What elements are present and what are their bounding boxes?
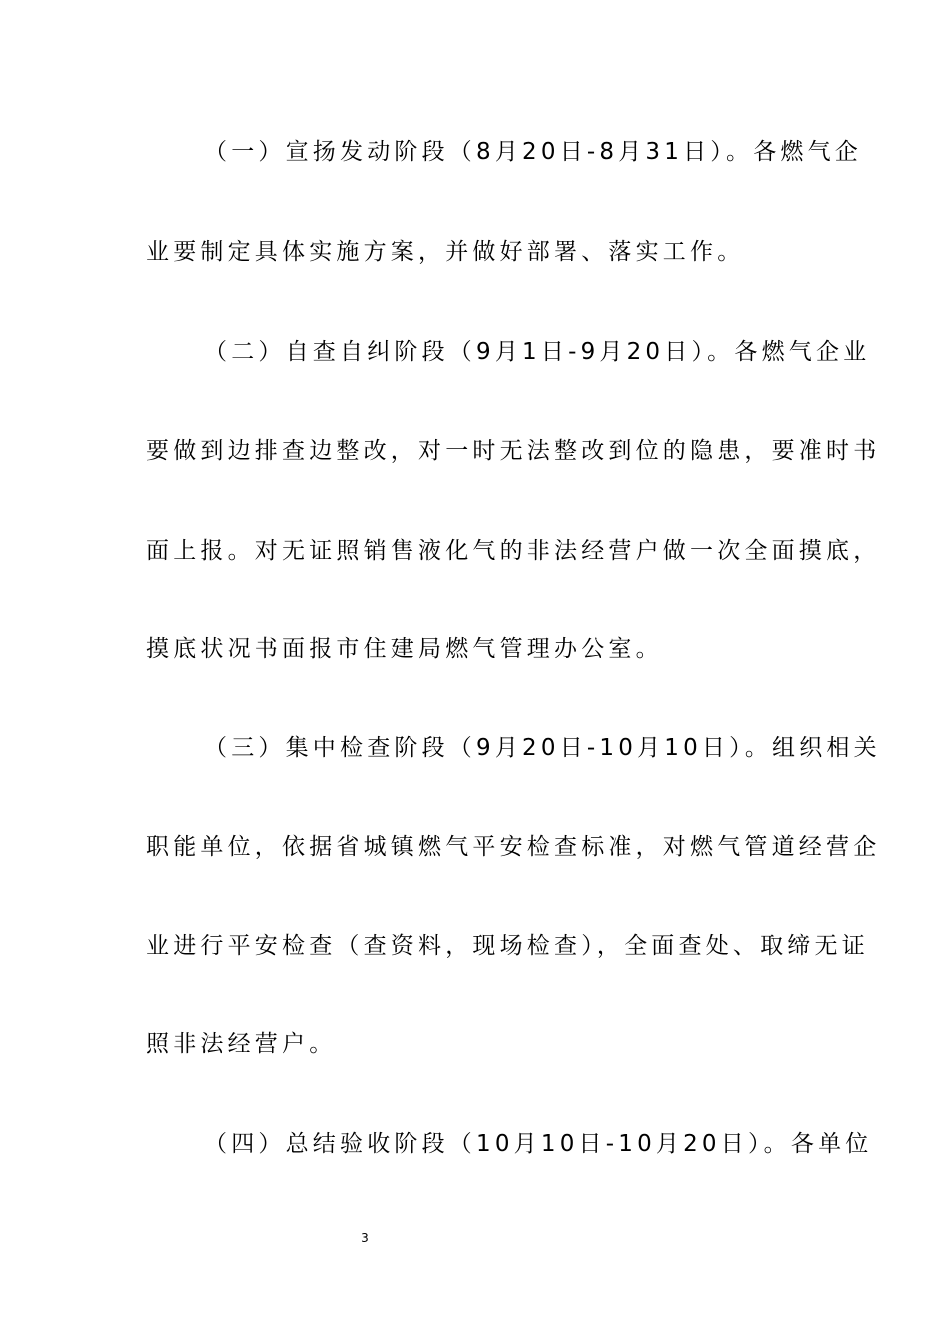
paragraph-3-line-2: 职能单位，依据省城镇燃气平安检查标准，对燃气管道经营企: [146, 834, 881, 860]
paragraph-3-line-3: 业进行平安检查（查资料，现场检查），全面查处、取缔无证: [146, 933, 869, 959]
paragraph-1-line-1: （一）宣扬发动阶段（8月20日-8月31日）。各燃气企: [204, 139, 862, 165]
paragraph-1-line-2: 业要制定具体实施方案，并做好部署、落实工作。: [146, 239, 745, 265]
paragraph-3-line-1: （三）集中检查阶段（9月20日-10月10日）。组织相关: [204, 735, 881, 761]
paragraph-2-line-2: 要做到边排查边整改，对一时无法整改到位的隐患，要准时书: [146, 438, 881, 464]
paragraph-4-line-1: （四）总结验收阶段（10月10日-10月20日）。各单位: [204, 1131, 873, 1157]
paragraph-3-line-4: 照非法经营户。: [146, 1031, 337, 1057]
paragraph-2-line-3: 面上报。对无证照销售液化气的非法经营户做一次全面摸底，: [146, 538, 881, 564]
page-number: 3: [361, 1231, 369, 1245]
paragraph-2-line-1: （二）自查自纠阶段（9月1日-9月20日）。各燃气企业: [204, 339, 871, 365]
paragraph-2-line-4: 摸底状况书面报市住建局燃气管理办公室。: [146, 636, 663, 662]
